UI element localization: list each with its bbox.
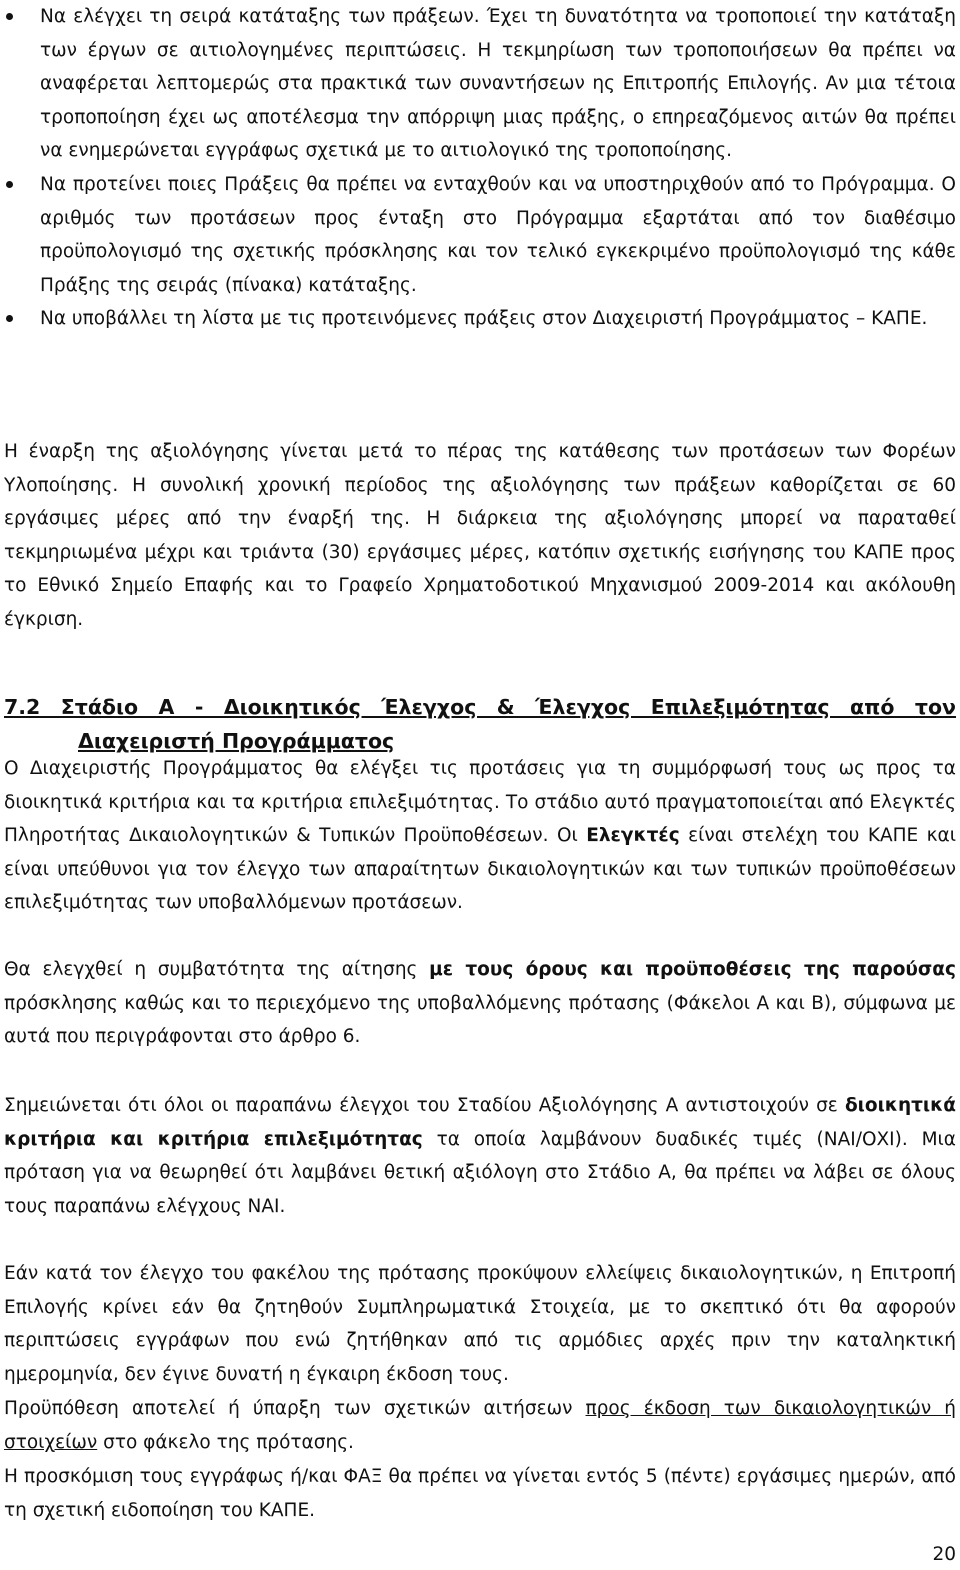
bullet-text: Να προτείνει ποιες Πράξεις θα πρέπει να ενταχθούν και να υποστηριχθούν από το Πρόγραμμα. Ο αριθμός των προτάσεων προς ένταξη στο Πρόγραμμα εξαρτάται από τον διαθέσιμο προϋπολογισμό της σχετικής πρόσκλησης και τον τελικό εγκεκριμένο προϋπολογισμό της κάθε Πράξης της σειράς (πίνακα) κατάταξης. bbox=[40, 173, 956, 296]
text-run: Σημειώνεται ότι όλοι οι παραπάνω έλεγχοι του Σταδίου Αξιολόγησης Α αντιστοιχούν σε bbox=[4, 1095, 845, 1116]
paragraph-program-manager bbox=[4, 752, 956, 920]
section-heading-line1: 7.2 Στάδιο Α - Διοικητικός Έλεγχος & Έλεγχος Επιλεξιμότητας από τον bbox=[4, 695, 956, 719]
page-number: 20 bbox=[932, 1544, 956, 1565]
bullet-item-propose bbox=[4, 168, 956, 302]
paragraph-missing-documents: Εάν κατά τον έλεγχο του φακέλου της πρότασης προκύψουν ελλείψεις δικαιολογητικών, η Επιτροπή Επιλογής κρίνει εάν θα ζητηθούν Συμπληρωματικά Στοιχεία, με το σκεπτικό ότι θα αφορούν περιπτώσεις εγγράφων που ενώ ζητήθηκαν από τις αρμόδιες αρχές πριν την καταληκτική ημερομηνία, δεν έγινε δυνατή η έγκαιρη έκδοση τους. bbox=[4, 1263, 956, 1385]
bullet-item-ranking bbox=[4, 0, 956, 168]
text-run: είναι στελέχη του ΚΑΠΕ και είναι υπεύθυνοι για τον έλεγχο των απαραίτητων δικαιολογητικών και των τυπικών προϋποθέσεων επιλεξιμότητας των υποβαλλόμενων προτάσεων. bbox=[4, 825, 956, 914]
text-run: πρόσκλησης καθώς και το περιεχόμενο της υποβαλλόμενης πρότασης (Φάκελοι Α και Β), σύμφωνα με αυτά που περιγράφονται στο άρθρο 6. bbox=[4, 992, 956, 1048]
paragraph-evaluation: Η έναρξη της αξιολόγησης γίνεται μετά το πέρας της κατάθεσης των προτάσεων των Φορέων Υλοποίησης. Η συνολική χρονική περίοδος της αξιολόγησης των πράξεων καθορίζεται σε 60 εργάσιμες μέρες από την έναρξή της. Η διάρκεια της αξιολόγησης μπορεί να παραταθεί τεκμηριωμένα μέχρι και τριάντα (30) εργάσιμες μέρες, κατόπιν σχετικής εισήγησης του ΚΑΠΕ προς το Εθνικό Σημείο Επαφής και το Γραφείο Χρηματοδοτικού Μηχανισμού 2009-2014 και ακόλουθη έγκριση. bbox=[4, 441, 956, 630]
paragraph-prerequisite bbox=[4, 1392, 956, 1459]
bold-run: Ελεγκτές bbox=[586, 825, 680, 847]
text-run: Προϋπόθεση αποτελεί ή ύπαρξη των σχετικών αιτήσεων bbox=[4, 1398, 586, 1419]
paragraph-submission: Η προσκόμιση τους εγγράφως ή/και ΦΑΞ θα πρέπει να γίνεται εντός 5 (πέντε) εργάσιμες ημερών, από τη σχετική ειδοποίηση του ΚΑΠΕ. bbox=[4, 1466, 956, 1521]
section-heading-line2: Διαχειριστή Προγράμματος bbox=[78, 729, 395, 753]
bold-run: με τους όρους και προϋποθέσεις της παρούσας bbox=[429, 959, 956, 980]
paragraph-note bbox=[4, 1089, 956, 1223]
text-run: τα οποία λαμβάνουν δυαδικές τιμές (ΝΑΙ/ΟΧΙ). Μια πρόταση για να θεωρηθεί ότι λαμβάνει θετική αξιόλογη στο Στάδιο Α, θα πρέπει να λάβει σε όλους τους παραπάνω ελέγχους ΝΑΙ. bbox=[4, 1128, 956, 1217]
underlined-run: προς έκδοση των δικαιολογητικών ή στοιχείων bbox=[4, 1398, 956, 1453]
bullet-text: Να ελέγχει τη σειρά κατάταξης των πράξεων. Έχει τη δυνατότητα να τροποποιεί την κατάταξη των έργων σε αιτιολογημένες περιπτώσεις. Η τεκμηρίωση των τροποποιήσεων θα πρέπει να αναφέρεται λεπτομερώς στα πρακτικά των συναντήσεων ης Επιτροπής Επιλογής. Αν μια τέτοια τροποποίηση έχει ως αποτέλεσμα την απόρριψη μιας πράξης, ο επηρεαζόμενος αιτών θα πρέπει να ενημερώνεται εγγράφως σχετικά με το αιτιολογικό της τροποποίησης. bbox=[40, 6, 956, 162]
section-heading bbox=[4, 690, 956, 758]
bullet-item-submit-list bbox=[4, 302, 956, 336]
paragraph-compatibility bbox=[4, 953, 956, 1054]
text-run: στο φάκελο της πρότασης. bbox=[97, 1431, 354, 1453]
bullet-text: Να υποβάλλει τη λίστα με τις προτεινόμενες πράξεις στον Διαχειριστή Προγράμματος – ΚΑΠΕ. bbox=[40, 308, 928, 330]
bold-run: διοικητικά κριτήρια και κριτήρια επιλεξιμότητας bbox=[4, 1095, 956, 1150]
text-run: Ο Διαχειριστής Προγράμματος θα ελέγξει τις προτάσεις για τη συμμόρφωσή τους ως προς τα διοικητικά κριτήρια και τα κριτήρια επιλεξιμότητας. Το στάδιο αυτό πραγματοποιείται από Ελεγκτές Πληροτήτας Δικαιολογητικών & Τυπικών Προϋποθέσεων. Οι bbox=[4, 758, 956, 847]
text-run: Θα ελεγχθεί η συμβατότητα της αίτησης bbox=[4, 959, 430, 980]
duties-bullet-list bbox=[4, 0, 956, 336]
